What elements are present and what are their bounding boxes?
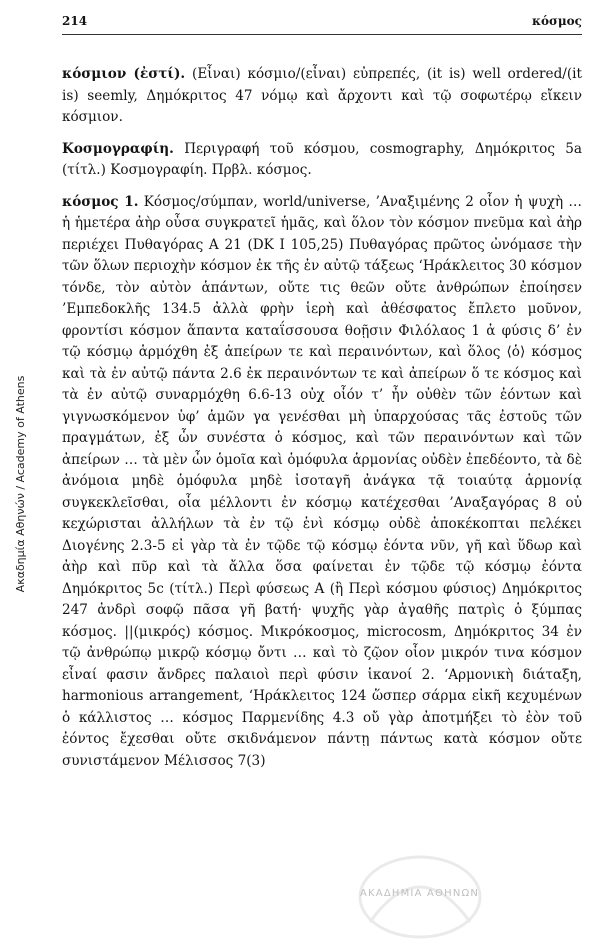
entry-text: Περιγραφή τοῦ κόσμου, cosmography, Δημόκριτος 5a (τίτλ.) Κοσμογραφίη. Πρβλ. κόσμος.	[62, 140, 582, 178]
entry-text: (Εἶναι) κόσμιο/(εἶναι) εὐπρεπές, (it is) well ordered/(it is) seemly, Δημόκριτος 47 νόμῳ καὶ ἄρχοντι καὶ τῷ σοφωτέρῳ εἴκειν κόσμιον.	[62, 66, 582, 125]
entry-headword: κόσμος 1.	[62, 193, 139, 210]
running-header	[62, 14, 582, 28]
entry-kosmion	[62, 64, 582, 129]
entry-text: Κόσμος/σύμπαν, world/universe, ’Αναξιμένης 2 οἷον ἡ ψυχὴ … ἡ ἡμετέρα ἀὴρ οὖσα συγκρατεῖ ἡμᾶς, καὶ ὅλον τὸν κόσμον πνεῦμα καὶ ἀὴρ περιέχει Πυθαγόρας Α 21 (DK I 105,25) Πυθαγόρας πρῶτος ὠνόμασε τὴν τῶν ὅλων περιοχὴν κόσμον ἐκ τῆς ἐν αὐτῷ τάξεως ‘Ηράκλειτος 30 κόσμον τόνδε, τὸν αὐτὸν ἁπάντων, οὔτε τις θεῶν οὔτε ἀνθρώπων ἐποίησεν ’Εμπεδοκλῆς 134.5 ἀλλὰ φρὴν ἱερὴ καὶ ἀθέσφατος ἔπλετο μοῦνον, φροντίσι κόσμον ἅπαντα καταΐσσουσα θοῇσιν Φιλόλαος 1 ἁ φύσις δ’ ἐν τῷ κόσμῳ ἁρμόχθη ἐξ ἀπείρων τε καὶ περαινόντων, καὶ ὅλος ⟨ὁ⟩ κόσμος καὶ τὰ ἐν αὐτῷ πάντα 2.6 ἐκ περαινόντων τε καὶ ἀπείρων ὅ τε κόσμος καὶ τὰ ἐν αὐτῷ συναρμόχθη 6.6-13 οὐχ οἷόν τ’ ἦν οὐθὲν τῶν ἐόντων καὶ γιγνωσκόμενον ὑφ’ ἁμῶν γα γενέσθαι μὴ ὑπαρχούσας τᾶς ἐστοῦς τῶν πραγμάτων, ἐξ ὧν συνέστα ὁ κόσμος, καὶ τῶν περαινόντων καὶ τῶν ἀπείρων … τὰ μὲν ὦν ὁμοῖα καὶ ὁμόφυλα ἁρμονίας οὐδὲν ἐπεδέοντο, τὰ δὲ ἀνόμοια μηδὲ ὁμόφυλα μηδὲ ἰσοταγῆ ἀνάγκα τᾷ τοιαύτᾳ ἁρμονίᾳ συγκεκλεῖσθαι, οἷα μέλλοντι ἐν κόσμῳ κατέχεσθαι ’Αναξαγόρας 8 οὐ κεχώρισται ἀλλήλων τὰ ἐν τῷ ἑνὶ κόσμῳ οὐδὲ ἀποκέκοπται πελέκει Διογένης 2.3-5 εἰ γὰρ τὰ ἐν τῷδε τῷ κόσμῳ ἐόντα νῦν, γῆ καὶ ὕδωρ καὶ ἀὴρ καὶ πῦρ καὶ τὰ ἄλλα ὅσα φαίνεται ἐν τῷδε τῷ κόσμῳ ἐόντα Δημόκριτος 5c (τίτλ.) Περὶ φύσεως Α (ἢ Περὶ κόσμου φύσιος) Δημόκριτος 247 ἀνδρὶ σοφῷ πᾶσα γῆ βατή· ψυχῆς γὰρ ἀγαθῆς πατρὶς ὁ ξύμπας κόσμος. ||(μικρός) κόσμος. Μικρόκοσμος, microcosm, Δημόκριτος 34 ἐν τῷ ἀνθρώπῳ μικρῷ κόσμῳ ὄντι … καὶ τὸ ζῷον οἷον μικρόν τινα κόσμον εἶναί φασιν ἄνδρες παλαιοὶ περὶ φύσιν ἱκανοί 2. ‘Αρμονικὴ διάταξη, harmonious arrangement, ‘Ηράκλειτος 124 ὥσπερ σάρμα εἰκῆ κεχυμένων ὁ κάλλιστος … κόσμος Παρμενίδης 4.3 οὔ γὰρ ἀποτμήξει τὸ ἐὸν τοῦ ἐόντος ἔχεσθαι οὔτε σκιδνάμενον πάντῃ πάντως κατὰ κόσμον οὔτε συνιστάμενον Μέλισσος 7(3)	[62, 193, 582, 769]
running-title: κόσμος	[532, 14, 582, 28]
dictionary-page	[62, 14, 582, 772]
archive-credit: Ακαδημία Αθηνών / Academy of Athens	[13, 375, 27, 593]
archive-sidebar	[0, 0, 40, 948]
entry-headword: κόσμιον (ἐστί).	[62, 66, 186, 82]
header-rule	[62, 34, 582, 35]
entry-kosmos	[62, 192, 582, 773]
entry-headword: Κοσμογραφίη.	[62, 140, 174, 157]
academy-watermark-text: ΑΚΑΔΗΜΙΑ ΑΘΗΝΩΝ	[360, 888, 480, 899]
page-number: 214	[62, 14, 88, 28]
entry-kosmographie	[62, 139, 582, 182]
